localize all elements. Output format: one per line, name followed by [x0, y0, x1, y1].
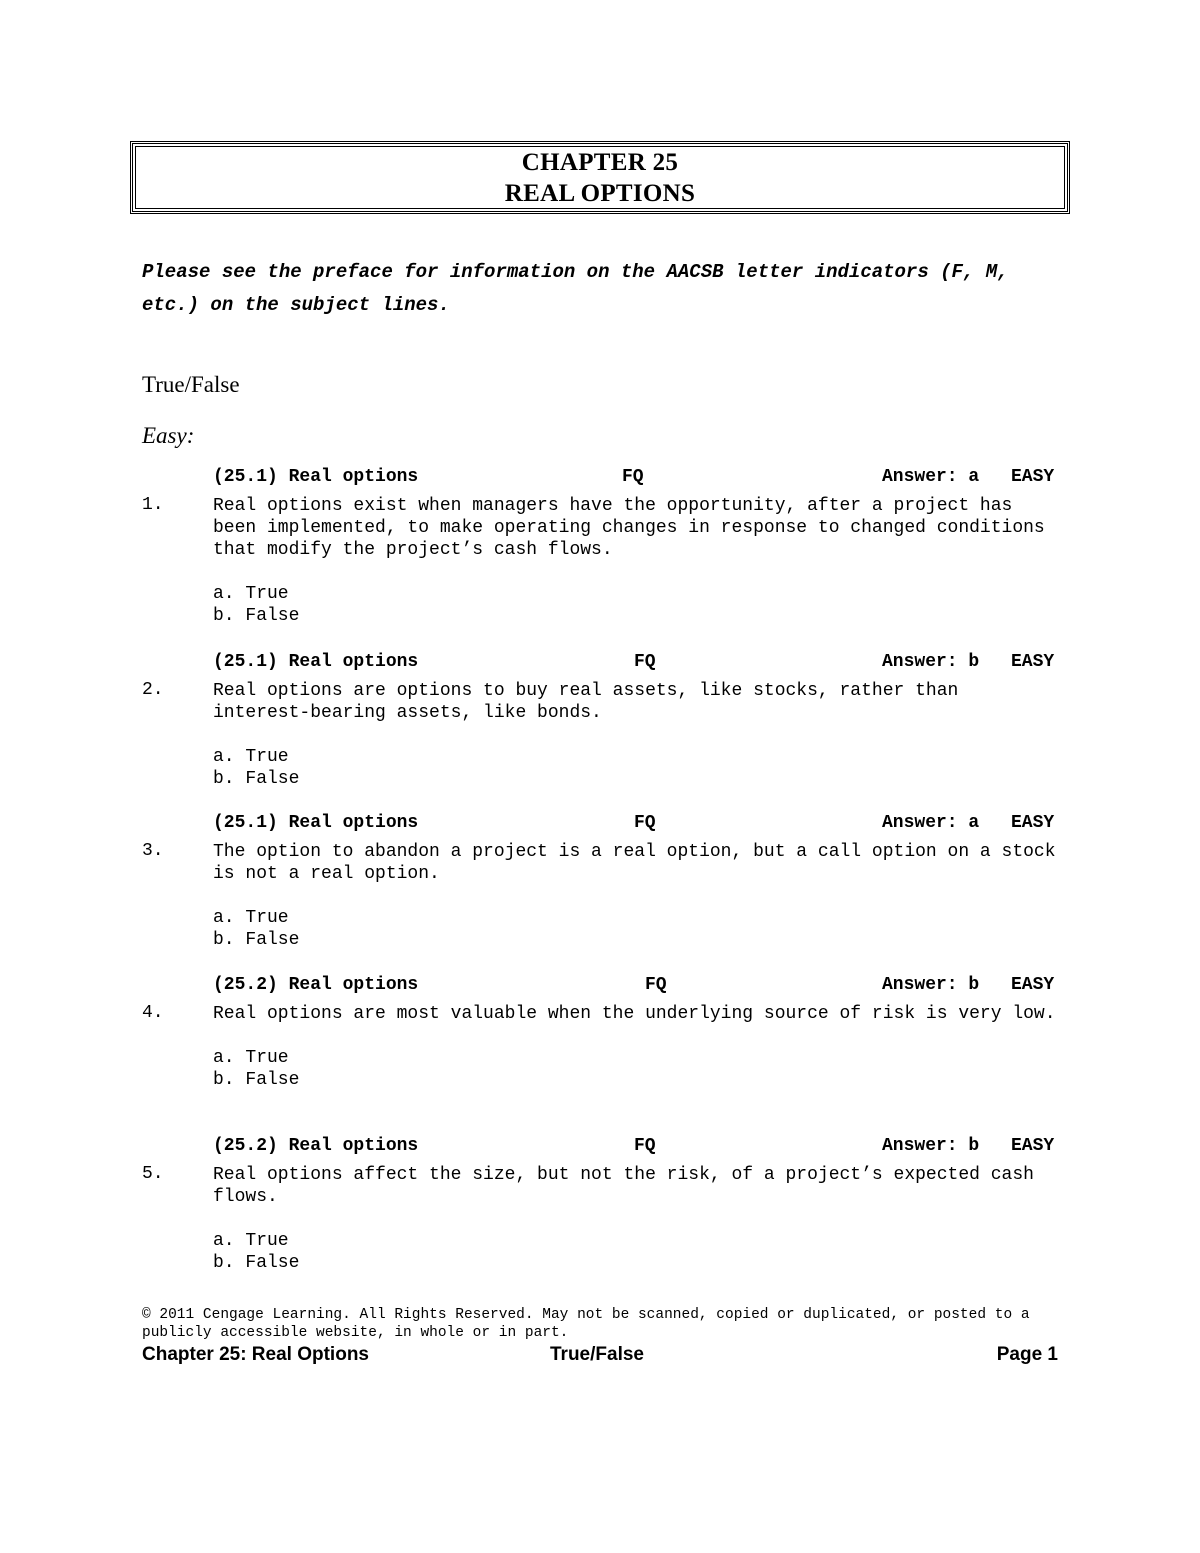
choice-a: a. True [213, 1231, 289, 1251]
choice-b: b. False [213, 930, 300, 950]
choice-a: a. True [213, 747, 289, 767]
preface-note: Please see the preface for information on the AACSB letter indicators (F, M, etc.) on the subject lines. [142, 261, 1009, 316]
question-topic: (25.1) Real options [213, 813, 419, 833]
difficulty-heading: Easy: [142, 423, 195, 448]
question-answer: Answer: b [882, 975, 980, 995]
choice-b: b. False [213, 1070, 300, 1090]
question-text: Real options exist when managers have the opportunity, after a project has been implemented, to make operating changes in response to changed conditions that modify the project’s cash flows. [213, 496, 1045, 560]
question-number: 5. [142, 1164, 164, 1184]
question-number: 3. [142, 841, 164, 861]
question-difficulty: EASY [1011, 1136, 1055, 1156]
choice-a: a. True [213, 908, 289, 928]
footer-section: True/False [550, 1344, 644, 1365]
choice-b: b. False [213, 1253, 300, 1273]
question-number: 4. [142, 1003, 164, 1023]
question-code: FQ [634, 652, 656, 672]
question-difficulty: EASY [1011, 813, 1055, 833]
choice-b: b. False [213, 769, 300, 789]
choice-b: b. False [213, 606, 300, 626]
question-code: FQ [634, 1136, 656, 1156]
question-answer: Answer: b [882, 1136, 980, 1156]
chapter-number: CHAPTER 25 [521, 148, 679, 176]
question-code: FQ [634, 813, 656, 833]
question-text: The option to abandon a project is a real option, but a call option on a stock is not a real option. [213, 842, 1056, 884]
question-answer: Answer: b [882, 652, 980, 672]
question-item [142, 652, 1062, 790]
question-difficulty: EASY [1011, 652, 1055, 672]
question-topic: (25.2) Real options [213, 1136, 419, 1156]
question-number: 1. [142, 495, 164, 515]
question-code: FQ [622, 467, 644, 487]
question-item [142, 467, 1062, 627]
footer-page-number: Page 1 [996, 1344, 1058, 1365]
question-difficulty: EASY [1011, 467, 1055, 487]
chapter-title-box [130, 141, 1070, 214]
question-answer: Answer: a [882, 813, 980, 833]
question-text: Real options affect the size, but not the risk, of a project’s expected cash flows. [213, 1165, 1034, 1207]
footer-chapter: Chapter 25: Real Options [142, 1344, 369, 1365]
section-heading: True/False [142, 372, 240, 397]
choice-a: a. True [213, 584, 289, 604]
question-answer: Answer: a [882, 467, 980, 487]
question-difficulty: EASY [1011, 975, 1055, 995]
copyright-notice: © 2011 Cengage Learning. All Rights Reserved. May not be scanned, copied or duplicated, or posted to a publicly accessible website, in whole or in part. [142, 1307, 1030, 1341]
question-item [142, 975, 1062, 1091]
question-item [142, 1136, 1062, 1274]
question-text: Real options are most valuable when the underlying source of risk is very low. [213, 1004, 1056, 1024]
chapter-title: REAL OPTIONS [504, 179, 696, 207]
question-topic: (25.1) Real options [213, 652, 419, 672]
question-code: FQ [645, 975, 667, 995]
question-item [142, 813, 1062, 951]
question-topic: (25.1) Real options [213, 467, 419, 487]
page-footer [142, 1344, 1058, 1368]
question-topic: (25.2) Real options [213, 975, 419, 995]
question-text: Real options are options to buy real assets, like stocks, rather than interest-bearing assets, like bonds. [213, 681, 959, 723]
choice-a: a. True [213, 1048, 289, 1068]
question-number: 2. [142, 680, 164, 700]
